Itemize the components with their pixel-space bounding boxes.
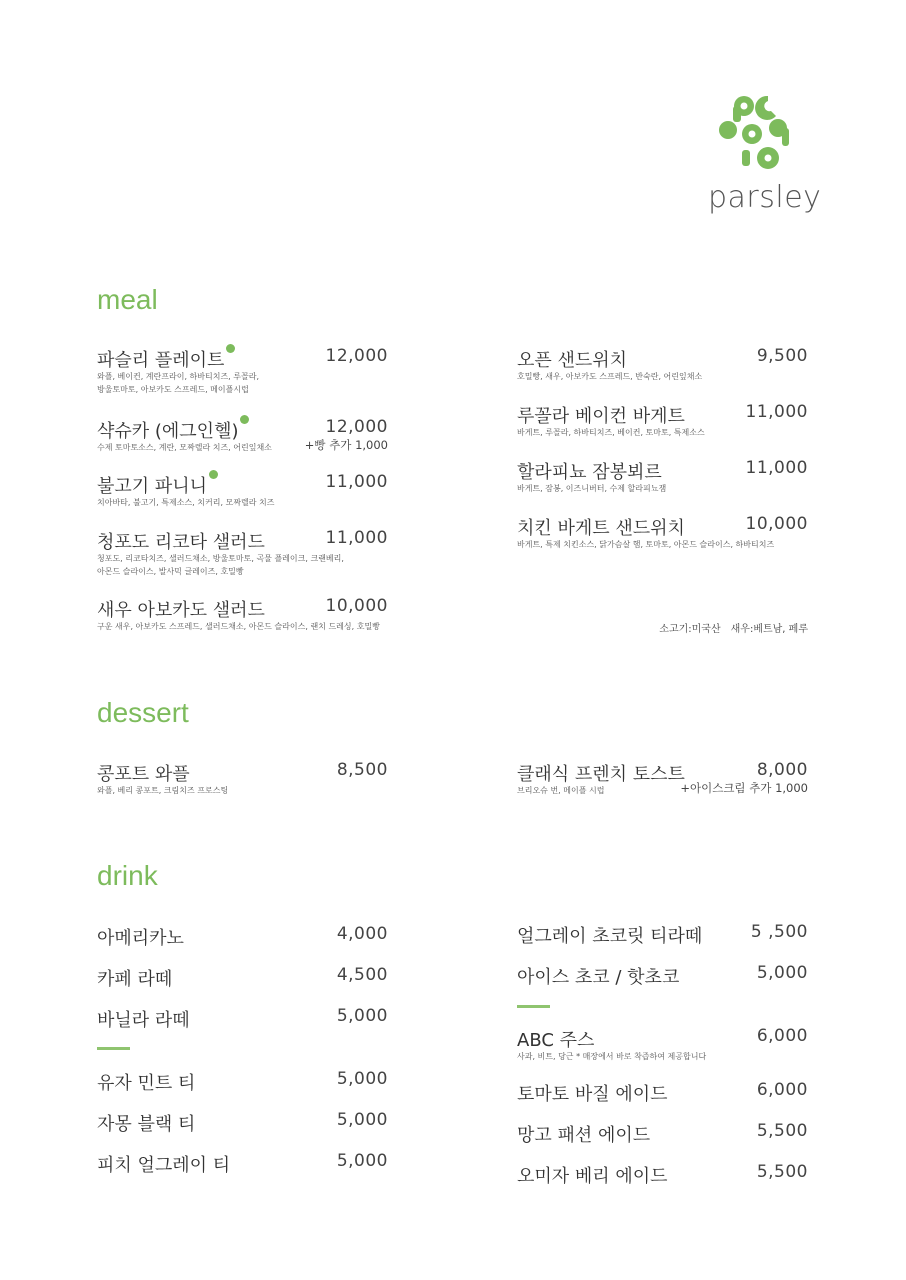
item-name: 할라피뇨 잠봉뵈르 — [517, 462, 662, 483]
item-name: 카페 라떼 — [97, 969, 173, 990]
signature-dot-icon — [209, 470, 218, 479]
item-name: 망고 패션 에이드 — [517, 1125, 651, 1146]
origin-note — [649, 620, 808, 635]
item-price: 11,000 — [325, 528, 388, 548]
item-name: 새우 아보카도 샐러드 — [97, 600, 265, 621]
item-price: 9,500 — [756, 346, 808, 366]
item-name: 치킨 바게트 샌드위치 — [517, 518, 685, 539]
item-description: 바게트, 루꼴라, 하바티치즈, 베이컨, 토마토, 특제소스 — [517, 428, 705, 437]
item-name: 자몽 블랙 티 — [97, 1114, 196, 1135]
item-price: 11,000 — [745, 402, 808, 422]
origin-beef: 소고기:미국산 — [659, 624, 721, 635]
item-price: 5,500 — [756, 1121, 808, 1141]
item-extra: +아이스크림 추가 1,000 — [680, 781, 808, 795]
item-name: 루꼴라 베이컨 바게트 — [517, 406, 685, 427]
item-description: 청포도, 리코타치즈, 샐러드채소, 방울토마토, 곡물 플레이크, 크랜베리, 아몬드 슬라이스, 발사믹 글레이즈, 호밀빵 — [97, 554, 344, 576]
item-price: 4,000 — [336, 924, 388, 944]
divider — [517, 1005, 550, 1008]
brand-wordmark: parsley — [708, 180, 822, 215]
item-description: 브리오슈 번, 메이플 시럽 — [517, 786, 605, 795]
item-price: 12,000 — [325, 417, 388, 437]
item-name: ABC 주스 — [517, 1030, 595, 1051]
item-name: 아이스 초코 / 핫초코 — [517, 967, 680, 988]
item-extra: +빵 추가 1,000 — [304, 438, 388, 452]
item-description: 호밀빵, 새우, 아보카도 스프레드, 반숙란, 어린잎채소 — [517, 372, 703, 381]
item-name: 콩포트 와플 — [97, 764, 190, 785]
item-price: 5,500 — [756, 1162, 808, 1182]
item-description: 바게트, 잠봉, 이즈니버터, 수제 할라피뇨잼 — [517, 484, 667, 493]
item-name: 유자 민트 티 — [97, 1073, 196, 1094]
item-name: 아메리카노 — [97, 928, 184, 949]
item-description: 수제 토마토소스, 계란, 모짜렐라 치즈, 어린잎채소 — [97, 443, 272, 452]
item-price: 5 ,500 — [750, 922, 808, 942]
item-name: 바닐라 라떼 — [97, 1010, 190, 1031]
item-price: 5,000 — [756, 963, 808, 983]
item-name: 클래식 프렌치 토스트 — [517, 764, 685, 785]
origin-shrimp: 새우:베트남, 페루 — [730, 624, 808, 635]
item-description: 구운 새우, 아보카도 스프레드, 샐러드채소, 아몬드 슬라이스, 랜치 드레싱, 호밀빵 — [97, 622, 380, 631]
item-description: 와플, 베리 콩포트, 크림치즈 프로스팅 — [97, 786, 229, 795]
divider — [97, 1047, 130, 1050]
item-description: 치아바타, 불고기, 특제소스, 치커리, 모짜렐라 치즈 — [97, 498, 275, 507]
item-price: 12,000 — [325, 346, 388, 366]
item-price: 4,500 — [336, 965, 388, 985]
item-name: 청포도 리코타 샐러드 — [97, 532, 265, 553]
parsley-leaf-icon — [718, 92, 798, 172]
item-name: 오미자 베리 에이드 — [517, 1166, 668, 1187]
item-price: 6,000 — [756, 1026, 808, 1046]
section-title-meal: meal — [97, 284, 158, 315]
item-price: 10,000 — [745, 514, 808, 534]
section-title-drink: drink — [97, 860, 158, 891]
signature-dot-icon — [240, 415, 249, 424]
item-name: 샥슈카 (에그인헬) — [97, 417, 249, 443]
section-title-dessert: dessert — [97, 697, 189, 728]
signature-dot-icon — [226, 344, 235, 353]
item-price: 5,000 — [336, 1069, 388, 1089]
item-price: 10,000 — [325, 596, 388, 616]
item-price: 5,000 — [336, 1110, 388, 1130]
item-description: 바게트, 특제 치킨소스, 닭가슴살 햄, 토마토, 아몬드 슬라이스, 하바티치즈 — [517, 540, 775, 549]
item-description: 사과, 비트, 당근 * 매장에서 바로 착즙하여 제공합니다 — [517, 1052, 707, 1061]
item-name: 피치 얼그레이 티 — [97, 1155, 231, 1176]
item-price: 8,000 — [756, 760, 808, 780]
item-price: 11,000 — [745, 458, 808, 478]
item-name: 파슬리 플레이트 — [97, 346, 235, 372]
item-name: 토마토 바질 에이드 — [517, 1084, 668, 1105]
item-price: 5,000 — [336, 1151, 388, 1171]
item-name: 오픈 샌드위치 — [517, 350, 628, 371]
item-price: 8,500 — [336, 760, 388, 780]
item-name: 얼그레이 초코릿 티라떼 — [517, 926, 703, 947]
item-description: 와플, 베이컨, 계란프라이, 하바티치즈, 루꼴라, 방울토마토, 아보카도 스프레드, 메이플시럽 — [97, 372, 259, 394]
item-price: 6,000 — [756, 1080, 808, 1100]
item-price: 5,000 — [336, 1006, 388, 1026]
item-name: 불고기 파니니 — [97, 472, 218, 498]
item-price: 11,000 — [325, 472, 388, 492]
